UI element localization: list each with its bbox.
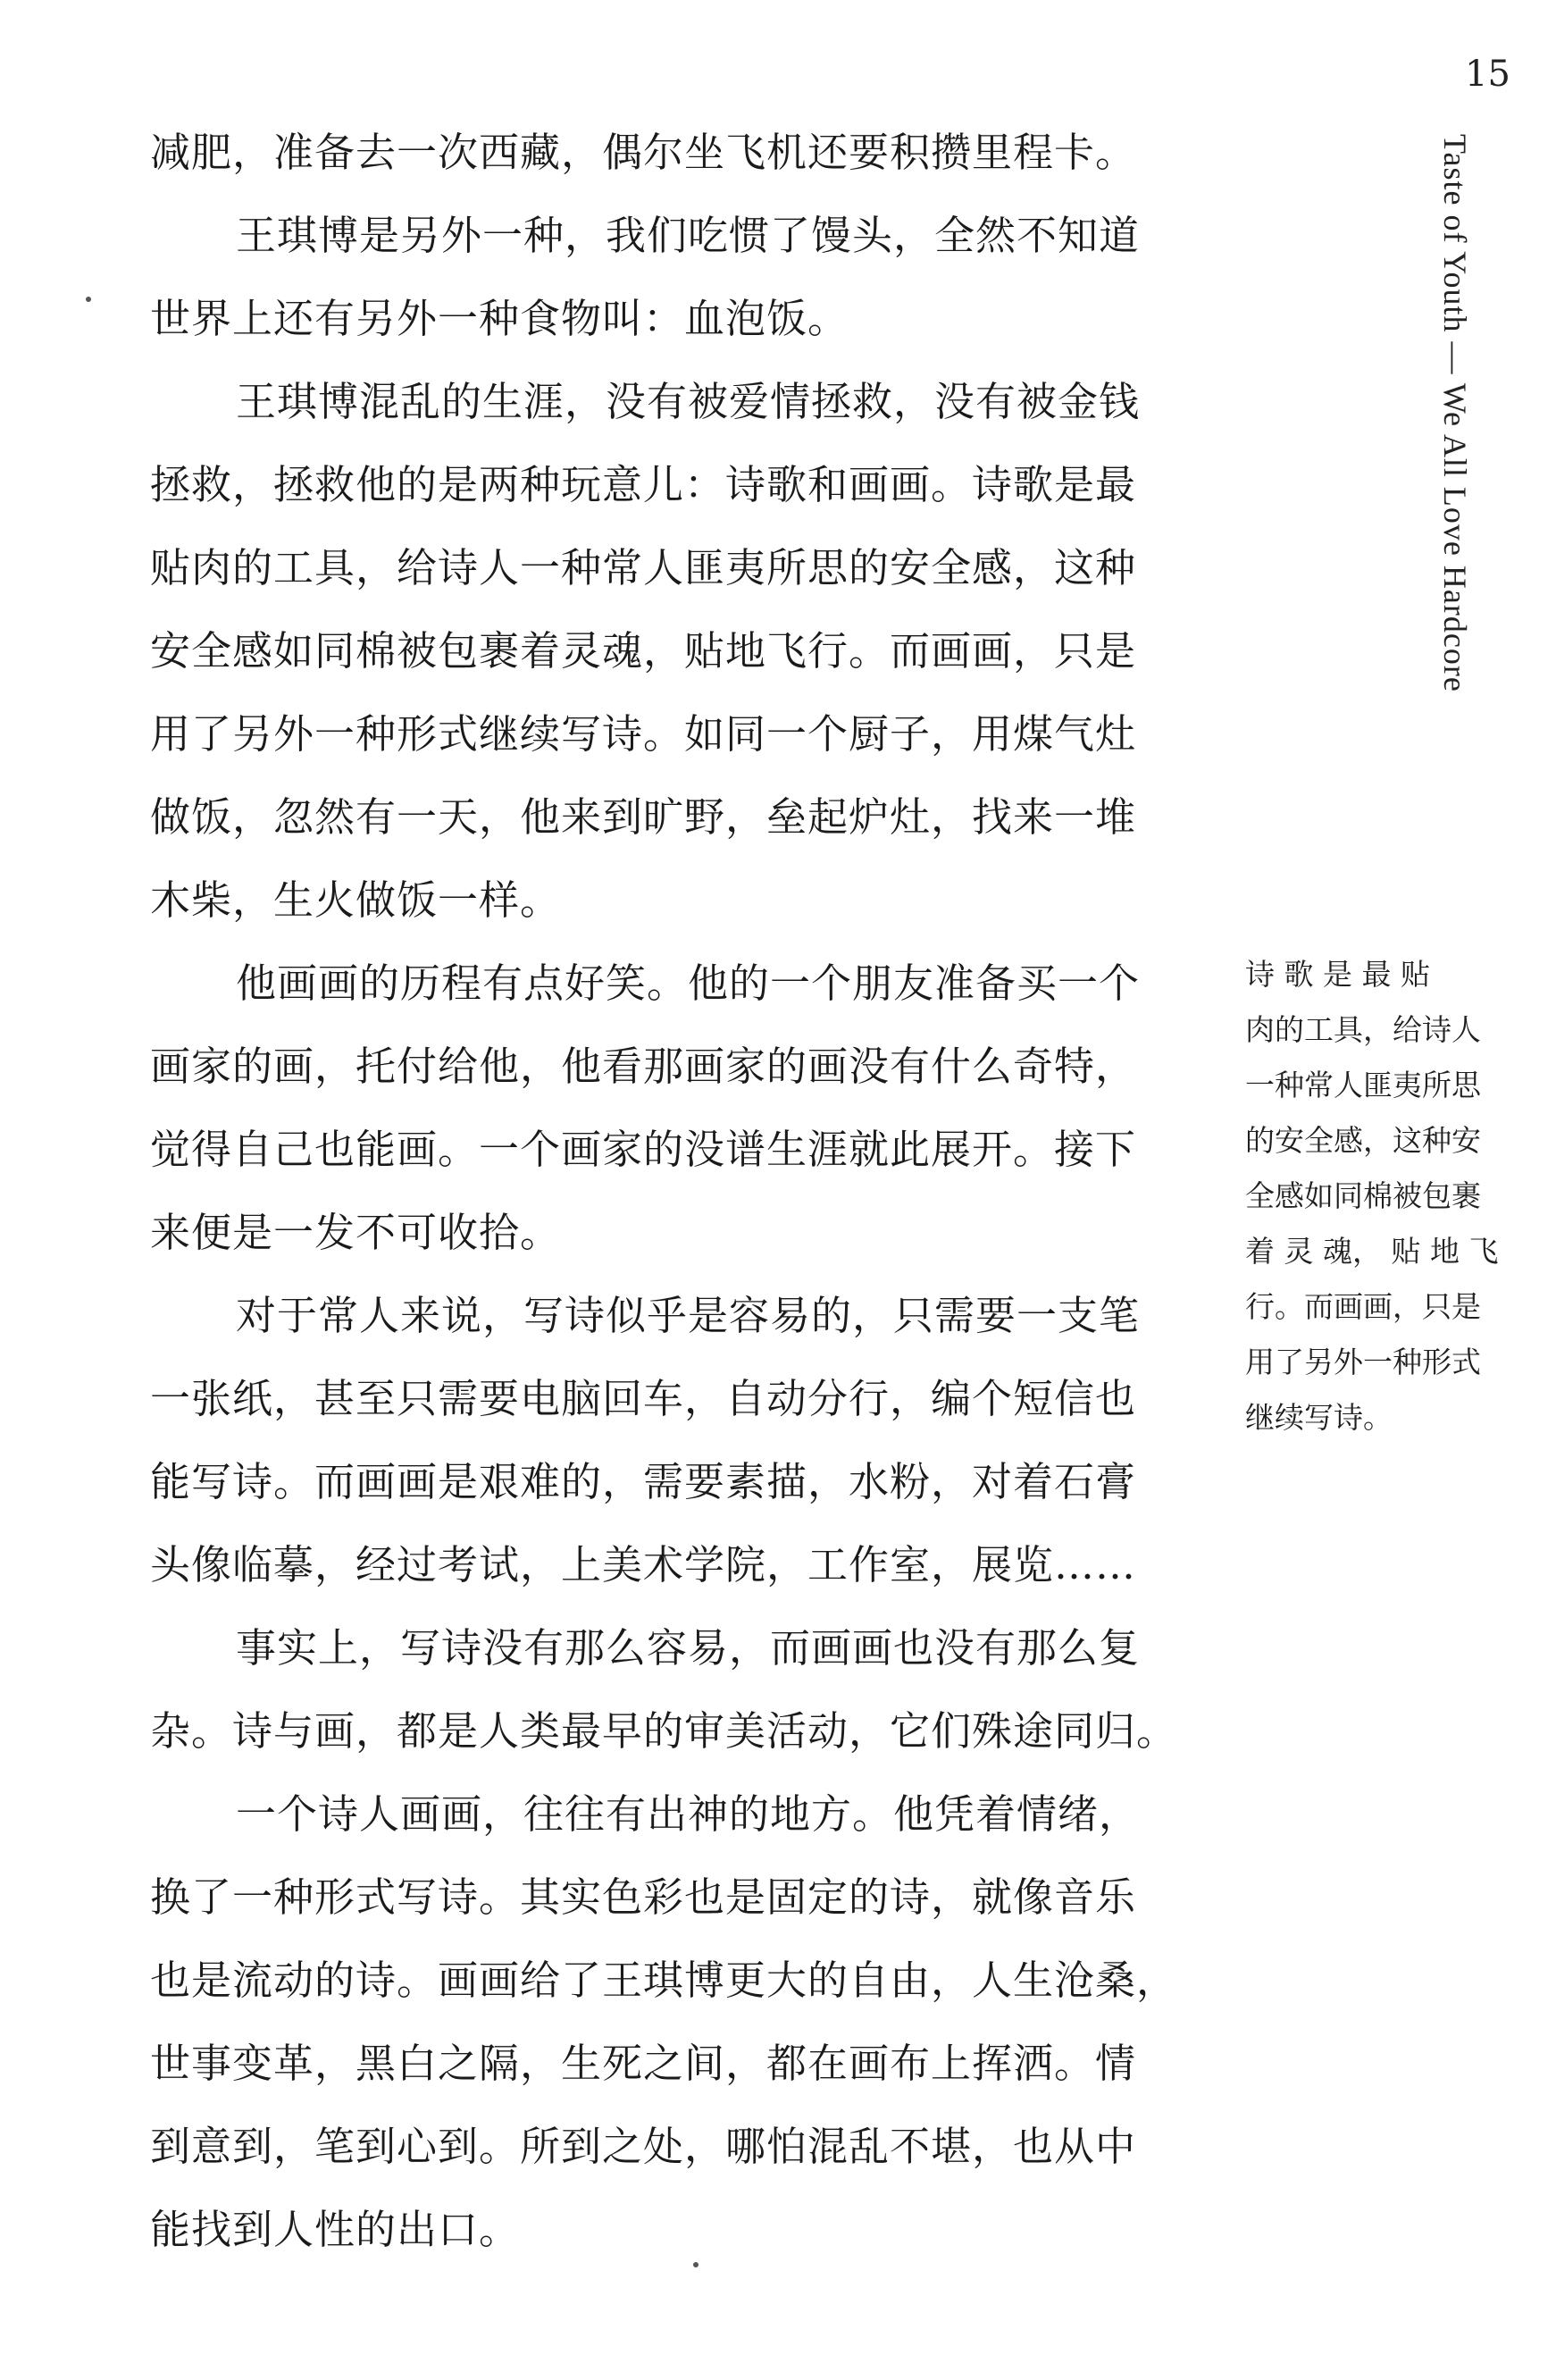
body-line: 做饭，忽然有一天，他来到旷野，垒起炉灶，找来一堆 [150, 793, 1137, 841]
body-line: 能找到人性的出口。 [150, 2206, 521, 2253]
body-line: 世事变革，黑白之隔，生死之间，都在画布上挥洒。情 [150, 2040, 1137, 2087]
body-line: 觉得自己也能画。一个画家的没谱生涯就此展开。接下 [150, 1126, 1137, 1173]
pull-quote-line: 继续写诗。 [1245, 1400, 1393, 1435]
body-line: 也是流动的诗。画画给了王琪博更大的自由，人生沧桑， [150, 1957, 1178, 2004]
pull-quote-line: 一种常人匪夷所思 [1245, 1068, 1481, 1102]
body-line: 木柴，生火做饭一样。 [150, 876, 562, 924]
body-line: 世界上还有另外一种食物叫：血泡饭。 [150, 295, 849, 342]
body-line: 来便是一发不可收拾。 [150, 1209, 562, 1256]
body-line: 安全感如同棉被包裹着灵魂，贴地飞行。而画画，只是 [150, 627, 1137, 675]
scan-speck [86, 297, 91, 302]
body-line: 一个诗人画画，往往有出神的地方。他凭着情绪， [236, 1790, 1141, 1838]
body-line: 他画画的历程有点好笑。他的一个朋友准备买一个 [236, 960, 1141, 1007]
body-line: 能写诗。而画画是艰难的，需要素描，水粉，对着石膏 [150, 1458, 1137, 1505]
body-line: 减肥，准备去一次西藏，偶尔坐飞机还要积攒里程卡。 [150, 129, 1137, 176]
scan-speck [693, 2262, 699, 2267]
body-line: 拯救，拯救他的是两种玩意儿：诗歌和画画。诗歌是最 [150, 461, 1137, 508]
pull-quote-line: 的安全感，这种安 [1245, 1123, 1481, 1158]
body-line: 画家的画，托付给他，他看那画家的画没有什么奇特， [150, 1043, 1137, 1090]
body-line: 对于常人来说，写诗似乎是容易的，只需要一支笔 [236, 1292, 1141, 1339]
pull-quote-line: 诗 歌 是 最 贴 [1245, 957, 1430, 992]
body-text [150, 111, 1177, 2271]
pull-quote-line: 肉的工具，给诗人 [1245, 1012, 1481, 1047]
page-number: 15 [1465, 54, 1510, 95]
pull-quote-line: 全感如同棉被包裹 [1245, 1178, 1481, 1213]
body-line: 王琪博混乱的生涯，没有被爱情拯救，没有被金钱 [236, 378, 1141, 425]
body-line: 用了另外一种形式继续写诗。如同一个厨子，用煤气灶 [150, 710, 1137, 758]
pull-quote-line: 用了另外一种形式 [1245, 1345, 1481, 1379]
running-title: Taste of Youth — We All Love Hardcore [1437, 134, 1473, 692]
pull-quote [1245, 947, 1513, 1446]
body-line: 到意到，笔到心到。所到之处，哪怕混乱不堪，也从中 [150, 2123, 1137, 2170]
body-line: 换了一种形式写诗。其实色彩也是固定的诗，就像音乐 [150, 1873, 1137, 1921]
body-line: 杂。诗与画，都是人类最早的审美活动，它们殊途同归。 [150, 1707, 1178, 1755]
body-line: 一张纸，甚至只需要电脑回车，自动分行，编个短信也 [150, 1375, 1137, 1422]
pull-quote-line: 着 灵 魂， 贴 地 飞 [1245, 1234, 1499, 1269]
body-line: 贴肉的工具，给诗人一种常人匪夷所思的安全感，这种 [150, 544, 1137, 591]
body-line: 头像临摹，经过考试，上美术学院，工作室，展览…… [150, 1541, 1137, 1588]
body-line: 王琪博是另外一种，我们吃惯了馒头，全然不知道 [236, 212, 1141, 259]
pull-quote-line: 行。而画画，只是 [1245, 1289, 1481, 1324]
body-line: 事实上，写诗没有那么容易，而画画也没有那么复 [236, 1624, 1141, 1672]
